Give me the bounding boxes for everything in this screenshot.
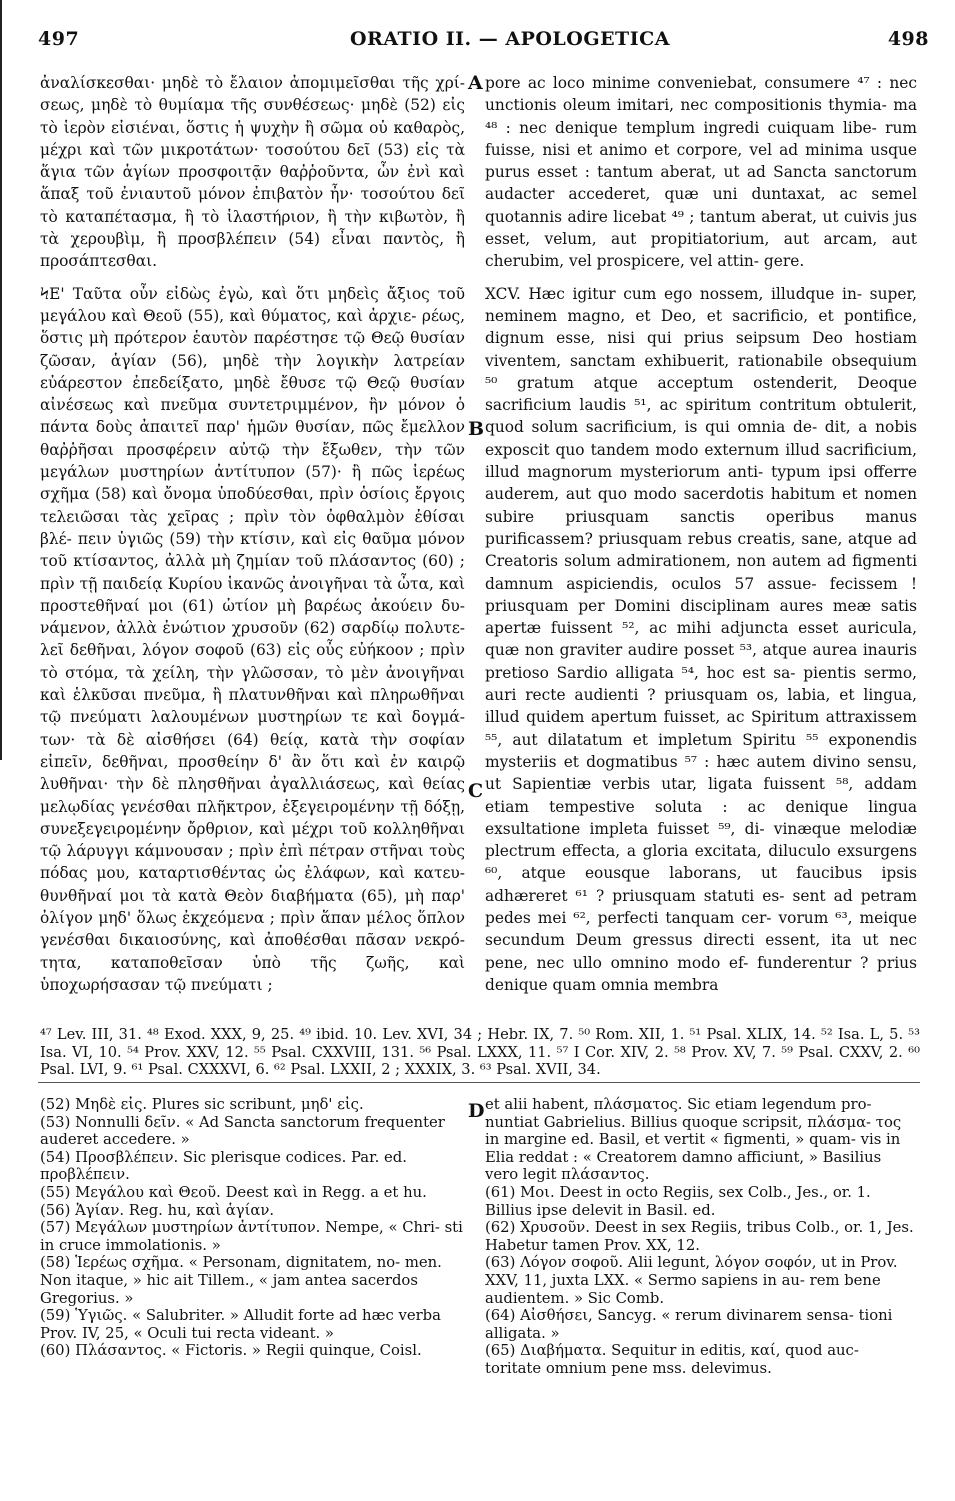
critical-note: (61) Μοι. Deest in octo Regiis, sex Colb., Jes., or. 1. Billius ipse delevit in Basil. ed. [485, 1183, 871, 1219]
critical-note: (54) Προσβλέπειν. Sic plerisque codices. Par. ed. προβλέπειν. [40, 1148, 407, 1184]
page-number-left: 497 [38, 28, 80, 50]
critical-note: (55) Μεγάλου καὶ Θεοῦ. Deest καὶ in Regg. a et hu. [40, 1183, 427, 1201]
page-edge-bar [0, 0, 2, 760]
margin-letter-d: D [468, 1100, 485, 1122]
margin-letter-b: B [468, 418, 485, 440]
latin-column [485, 72, 917, 996]
footnote-divider [38, 1082, 920, 1083]
notes-left-column [40, 1096, 465, 1360]
critical-note: (52) Μηδὲ εἰς. Plures sic scribunt, μηδ' εἰς. [40, 1096, 364, 1113]
latin-paragraph: pore ac loco minime conveniebat, consumere ⁴⁷ : nec unctionis oleum imitari, nec compositionis thymia- ma ⁴⁸ : nec denique templum ingredi cuiquam libe- rum fuisse, nisi et animo et corpore, vel ad minima usque purus esset : tantum aberat, ut ad Sancta sanctorum audacter accederet, quæ uni duntaxat, ac semel quotannis adire licebat ⁴⁹ ; tantum aberat, ut cuivis jus esset, velum, aut propitiatorium, aut arcam, aut cherubim, vel prospicere, vel attin- gere. [485, 74, 917, 271]
critical-note: (60) Πλάσαντος. « Fictoris. » Regii quinque, Coisl. [40, 1342, 422, 1360]
greek-column [40, 72, 465, 996]
critical-note: (64) Αἰσθήσει, Sancyg. « rerum divinarem sensa- tioni alligata. » [485, 1307, 893, 1342]
margin-letter-c: C [468, 780, 484, 802]
greek-paragraph: ϞΕ' Ταῦτα οὖν εἰδὼς ἐγὼ, καὶ ὅτι μηδεὶς ἄξιος τοῦ μεγάλου καὶ Θεοῦ (55), καὶ θύματος, καὶ ἀρχιε- ρέως, ὅστις μὴ πρότερον ἑαυτὸν παρέστησε τῷ Θεῷ θυσίαν ζῶσαν, ἁγίαν (56), μηδὲ τὴν λογικὴν λατρείαν εὐάρεστον ἐπεδείξατο, μηδὲ ἔθυσε τῷ Θεῷ θυσίαν αἰνέσεως καὶ πνεῦμα συντετριμμένον, ἣν μόνον ὁ πάντα δοὺς ἀπαιτεῖ παρ' ἡμῶν θυσίαν, πῶς ἔμελλον θαῤῥῆσαι προσφέρειν αὐτῷ τὴν ἔξωθεν, τὴν τῶν μεγάλων μυστηρίων ἀντίτυπον (57)· ἢ πῶς ἱερέως σχῆμα (58) καὶ ὄνομα ὑποδύεσθαι, πρὶν ὁσίοις ἔργοις τελειῶσαι τὰς χεῖρας ; πρὶν τὸν ὀφθαλμὸν ἐθίσαι βλέ- πειν ὑγιῶς (59) τὴν κτίσιν, καὶ εἰς θαῦμα μόνον τοῦ κτίσαντος, ἀλλὰ μὴ ζημίαν τοῦ πλάσαντος (60) ; πρὶν τῇ παιδείᾳ Κυρίου ἱκανῶς ἀνοιγῆναι τὰ ὦτα, καὶ προστεθῆναί μοι (61) ὠτίον μὴ βαρέως ἀκούειν δυ- νάμενον, ἀλλὰ ἐνώτιον χρυσοῦν (62) σαρδίῳ πολυτε- λεῖ δεθῆναι, λόγον σοφοῦ (63) εἰς οὖς εὐήκοον ; πρὶν τὸ στόμα, τὰ χείλη, τὴν γλῶσσαν, τὸ μὲν ἀνοιγῆναι καὶ ἑλκῦσαι πνεῦμα, ἢ πλατυνθῆναι καὶ πληρωθῆναι τῷ πνεύματι λαλουμένων μυστηρίων τε καὶ δογμά- των· τὰ δὲ αἰσθήσει (64) θείᾳ, κατὰ τὴν σοφίαν εἰπεῖν, δεθῆναι, προσθείην δ' ἂν ὅτι καὶ ἐν καιρῷ λυθῆναι· τὴν δὲ πλησθῆναι ἀγαλλιάσεως, καὶ θείας μελῳδίας γενέσθαι πλῆκτρον, ἐξεγειρομένην τῇ δόξῃ, συνεξεγειρομένην ὄρθριον, καὶ μέχρι τοῦ κολληθῆναι τῷ λάρυγγι κάμνουσαν ; πρὶν ἐπὶ πέτραν στῆναι τοὺς πόδας μου, καταρτισθέντας ὡς ἐλάφων, καὶ κατευ- θυνθῆναί μοι τὰ κατὰ Θεὸν διαβήματα (65), μὴ παρ' ὀλίγον μηδ' ὅλως ἐκχεόμενα ; πρὶν ἅπαν μέλος ὅπλον γενέσθαι δικαιοσύνης, καὶ ἀποθέσθαι πᾶσαν νεκρό- τητα, καταποθεῖσαν ὑπὸ τῆς ζωῆς, καὶ ὑποχωρήσασαν τῷ πνεύματι ; [40, 284, 465, 994]
critical-note: (56) Ἁγίαν. Reg. hu, καὶ ἁγίαν. [40, 1201, 275, 1219]
critical-note: (58) Ἱερέως σχῆμα. « Personam, dignitatem, no- men. Non itaque, » hic ait Tillem., « jam antea sacerdos Gregorius. » [40, 1254, 442, 1307]
latin-paragraph: XCV. Hæc igitur cum ego nossem, illudque in- super, neminem magno, et Deo, et sacrificio, et pontifice, dignum esse, nisi qui prius seipsum Deo hostiam viventem, sanctam exhibuerit, rationabile obsequium ⁵⁰ gratum atque acceptum ostenderit, Deoque sacrificium laudis ⁵¹, ac spiritum contritum obtulerit, quod solum sacrificium, is qui omnia de- dit, a nobis exposcit quo tandem modo externum illud sacrificium, illud magnorum mysteriorum anti- typum ipsi offerre auderem, aut quo modo sacerdotis habitum et nomen subire priusquam sanctis operibus manus purificassem? priusquam rebus creatis, sane, atque ad Creatoris solum admirationem, non autem ad figmenti damnum aspiciendis, oculos 57 assue- fecissem ! priusquam per Domini disciplinam aures meæ satis apertæ fuissent ⁵², ac mihi adjuncta esset auricula, quæ non graviter audire posset ⁵³, atque aurea inauris pretioso Sardio alligata ⁵⁴, hoc est sa- pientis sermo, auri recte audienti ? priusquam os, labia, et lingua, illud quidem apertum fuisset, ac Spiritum attraxissem ⁵⁵, aut dilatatum et impletum Spiritu ⁵⁵ exponendis mysteriis et dogmatibus ⁵⁷ : hæc autem divino sensu, ut Sapientiæ verbis utar, ligata fuissent ⁵⁸, addam etiam tempestive soluta : ac denique lingua exsultatione impleta fuisset ⁵⁹, di- vinæque melodiæ plectrum effecta, a gloria excitata, diluculo exsurgens ⁶⁰, atque eousque laborans, ut faucibus ipsis adhæreret ⁶¹ ? priusquam statuti es- sent ad petram pedes mei ⁶², perfecti tanquam cer- vorum ⁶³, meique secundum Deum gressus directi essent, ita ut nec pene, nec ullo omnino modo ef- funderentur ? prius denique quam omnia membra [485, 284, 917, 994]
critical-note: et alii habent, πλάσματος. Sic etiam legendum pro- nuntiat Gabrielius. Billius quoque scripsit, πλάσμα- τος in margine ed. Basil, et vertit « figmenti, » quam- vis in Elia reddat : « Creatorem damno afficiunt, » Basilius vero legit πλάσαντος. [485, 1096, 902, 1184]
critical-note: (65) Διαβήματα. Sequitur in editis, καί, quod auc- toritate omnium pene mss. delevimus. [485, 1342, 859, 1377]
critical-note: (63) Λόγον σοφοῦ. Alii legunt, λόγον σοφόν, ut in Prov. XXV, 11, juxta LXX. « Sermo sapiens in au- rem bene audientem. » Sic Comb. [485, 1254, 898, 1307]
page-number-right: 498 [887, 28, 929, 50]
scripture-footnotes: ⁴⁷ Lev. III, 31. ⁴⁸ Exod. XXX, 9, 25. ⁴⁹ ibid. 10. Lev. XVI, 34 ; Hebr. IX, 7. ⁵⁰ Rom. XII, 1. ⁵¹ Psal. XLIX, 14. ⁵² Isa. L, 5. ⁵³ Isa. VI, 10. ⁵⁴ Prov. XXV, 12. ⁵⁵ Psal. CXXVIII, 131. ⁵⁶ Psal. LXXX, 11. ⁵⁷ I Cor. XIV, 2. ⁵⁸ Prov. XV, 7. ⁵⁹ Psal. CXXV, 2. ⁶⁰ Psal. LVI, 9. ⁶¹ Psal. CXXXVI, 6. ⁶² Psal. LXXII, 2 ; XXXIX, 3. ⁶³ Psal. XVII, 34. [40, 1026, 920, 1078]
critical-note: (57) Μεγάλων μυστηρίων ἀντίτυπον. Nempe, « Chri- sti in cruce immolationis. » [40, 1219, 463, 1254]
running-header [0, 28, 955, 58]
critical-note: (62) Χρυσοῦν. Deest in sex Regiis, tribus Colb., or. 1, Jes. Habetur tamen Prov. XX, 12. [485, 1219, 914, 1254]
critical-note: (53) Nonnulli δεῖν. « Ad Sancta sanctorum frequenter auderet accedere. » [40, 1113, 445, 1149]
running-title: ORATIO II. — APOLOGETICA [350, 28, 670, 50]
notes-right-column [485, 1096, 917, 1378]
margin-letter-a: A [468, 72, 483, 94]
greek-paragraph: ἀναλίσκεσθαι· μηδὲ τὸ ἔλαιον ἀπομιμεῖσθαι τῆς χρί- σεως, μηδὲ τὸ θυμίαμα τῆς συνθέσεως· μηδὲ (52) εἰς τὸ ἱερὸν εἰσιέναι, ὅστις ἡ ψυχὴν ἢ σῶμα οὐ καθαρὸς, μέχρι καὶ τῶν μικροτάτων· τοσούτου δεῖ (53) εἰς τὰ ἅγια τῶν ἁγίων προσφοιτᾷν θαῤῥοῦντα, ὧν ἐνὶ καὶ ἅπαξ τοῦ ἐνιαυτοῦ μόνον ἐπιβατὸν ἦν· τοσούτου δεῖ τὸ καταπέτασμα, ἢ τὸ ἱλαστήριον, ἢ τὴν κιβωτὸν, ἢ τὰ χερουβὶμ, ἢ προσβλέπειν (54) εἶναι παντὸς, ἢ προσάπτεσθαι. [40, 74, 465, 271]
critical-note: (59) Ὑγιῶς. « Salubriter. » Alludit forte ad hæc verba Prov. IV, 25, « Oculi tui recta videant. » [40, 1307, 441, 1342]
